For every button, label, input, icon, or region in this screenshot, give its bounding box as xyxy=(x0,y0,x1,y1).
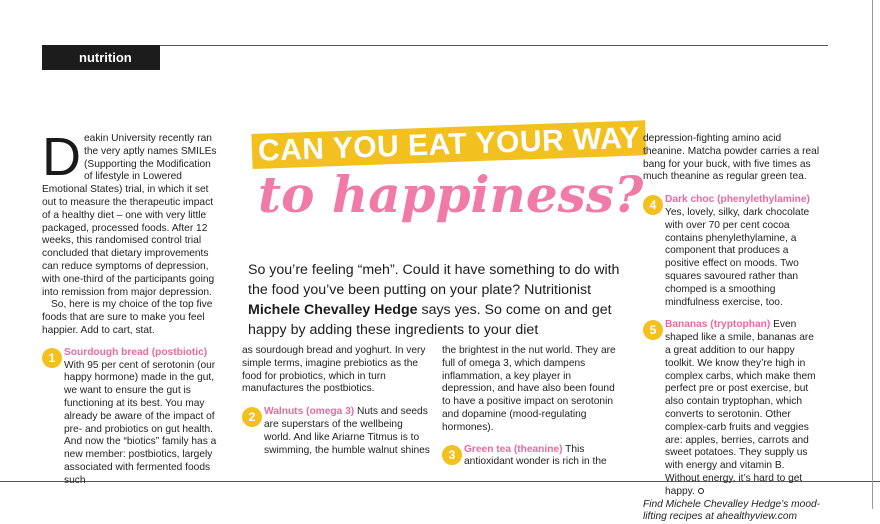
author-name: Michele Chevalley Hedge xyxy=(248,302,418,319)
list-item-1 xyxy=(42,346,218,365)
headline-line-1: CAN YOU EAT YOUR WAY xyxy=(251,120,646,169)
list-item-5 xyxy=(643,319,821,498)
footer-note: Find Michele Chevalley Hedge’s mood-lifting recipes at ahealthyview.com xyxy=(643,498,821,523)
list-item-3 xyxy=(442,444,622,470)
section-tag: nutrition xyxy=(42,45,160,70)
standfirst-text-after: says yes. So come on and get happy by adding these ingredients to your diet xyxy=(248,302,612,339)
item-1-continued: as sourdough bread and yoghurt. In very simple terms, imagine prebiotics as the food for probiotics, which in turn manufactures the postbiotics. xyxy=(242,345,426,395)
right-page-edge xyxy=(872,0,873,509)
item-3-continued: depression-fighting amino acid theanine. Matcha powder carries a real bang for your buck, with five times as much theanine as regular green tea. xyxy=(643,133,820,183)
intro-paragraph-2: So, here is my choice of the top five foods that are sure to make you feel happier. Add to cart, stat. xyxy=(42,299,213,336)
column-1 xyxy=(42,127,218,488)
number-badge-1: 1 xyxy=(42,348,62,368)
number-badge-3: 3 xyxy=(442,445,462,465)
item-title-3: Green tea (theanine) xyxy=(464,443,563,455)
item-title-1: Sourdough bread (postbiotic) xyxy=(64,346,208,358)
drop-cap: D xyxy=(42,127,81,187)
standfirst-text-before: So you’re feeling “meh”. Could it have something to do with the food you’ve been putting on your plate? Nutritionist xyxy=(248,262,620,299)
column-4 xyxy=(643,133,821,524)
column-2 xyxy=(242,345,430,457)
number-badge-2: 2 xyxy=(242,407,262,427)
headline-line-2: to happiness? xyxy=(258,165,644,224)
item-2-continued: the brightest in the nut world. They are full of omega 3, which dampens inflammation, a key player in depression, and have also been found to have a positive impact on serotonin and dopamine (mood-regulating hormones). xyxy=(442,345,616,433)
item-text-4: Yes, lovely, silky, dark chocolate with over 70 per cent cocoa contains phenylethylamine, a component that produces a positive effect on moods. Two squares savoured rather than chomped is a smoothing mindfulness exercise, too. xyxy=(665,206,810,308)
end-mark-icon xyxy=(698,488,704,494)
item-title-4: Dark choc (phenylethylamine) xyxy=(665,194,810,206)
standfirst xyxy=(248,260,630,340)
item-title-5: Bananas (tryptophan) xyxy=(665,319,771,331)
item-title-2: Walnuts (omega 3) xyxy=(264,406,355,418)
number-badge-4: 4 xyxy=(643,195,663,215)
item-text-1: With 95 per cent of serotonin (our happy hormone) made in the gut, we want to ensure the gut is functioning at its best. You may already be aware of the impact of pre- and probiotics on gut health. And now the “biotics” family has a new member: postbiotics, largely associated with fermented foods such xyxy=(64,359,217,486)
intro-paragraph-1 xyxy=(42,127,218,299)
column-3 xyxy=(442,345,622,469)
headline xyxy=(252,121,646,224)
list-item-2 xyxy=(242,406,430,457)
number-badge-5: 5 xyxy=(643,320,663,340)
list-item-4 xyxy=(643,194,821,309)
intro-text-1: eakin University recently ran the very aptly names SMILEs (Supporting the Modification of lifestyle in Lowered Emotional States) trial, in which it set out to measure the therapeutic impact of a healthy diet – one with very little packaged, processed foods. After 12 weeks, this randomised control trial concluded that dietary improvements can reduce symptoms of depression, with one-third of the participants going into remission from major depression. xyxy=(42,133,217,298)
item-text-3: This antioxidant wonder is rich in the xyxy=(464,443,607,468)
item-text-2: Nuts and seeds are superstars of the wellbeing world. And like Ariarne Titmus is to swimming, the humble walnut shines xyxy=(264,406,430,456)
item-text-5: Even shaped like a smile, bananas are a great addition to our happy toolkit. We know they’re high in complex carbs, which make them perfect pre or post exercise, but also contain tryptophan, which converts to serotonin. Other complex-carb fruits and veggies are: apples, berries, carrots and sweet potatoes. They supply us with energy and vitamin B. Without energy, it’s hard to get happy. xyxy=(665,319,816,497)
